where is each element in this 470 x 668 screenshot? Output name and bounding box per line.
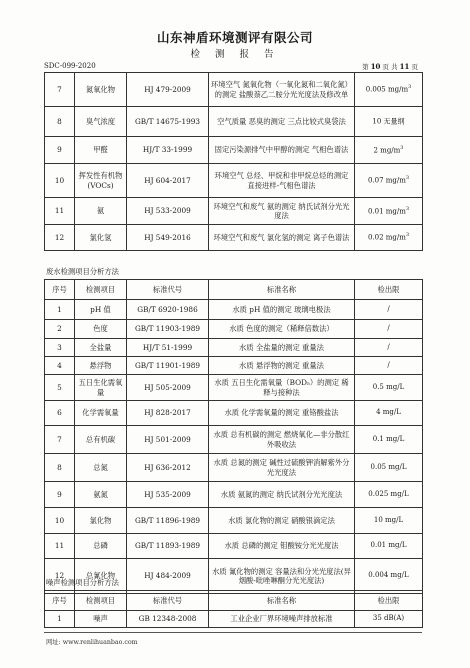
standard-name: 水质 化学需氧量的测定 重铬酸盐法	[209, 401, 355, 426]
standard-code: GB 12348-2008	[127, 611, 209, 628]
detection-limit	[355, 73, 423, 107]
detection-limit	[355, 137, 423, 164]
test-item: 色度	[75, 320, 127, 339]
standard-code: GB/T 11896-1989	[127, 508, 209, 534]
row-number: 2	[45, 320, 75, 339]
standard-code: HJ 636-2012	[127, 454, 209, 482]
row-number: 10	[45, 164, 75, 198]
test-item: 五日生化需氧量	[75, 375, 127, 401]
air-table-body	[45, 73, 423, 251]
page-suffix: 页	[411, 63, 418, 71]
wastewater-section-title: 废水检测项目分析方法	[46, 267, 119, 276]
detection-limit: 0.5 mg/L	[355, 375, 423, 401]
standard-name: 水质 总有机碳的测定 燃烧氧化—非分散红外吸收法	[209, 426, 355, 454]
table-row	[45, 107, 423, 137]
standard-code: HJ 505-2009	[127, 375, 209, 401]
table-row	[45, 137, 423, 164]
standard-code: HJ 604-2017	[127, 164, 209, 198]
table-row	[45, 454, 423, 482]
row-number: 1	[45, 300, 75, 320]
standard-name: 环境空气 总烃、甲烷和非甲烷总烃的测定 直接进样-气相色谱法	[209, 164, 355, 198]
standard-code: HJ 501-2009	[127, 426, 209, 454]
standard-code: GB/T 14675-1993	[127, 107, 209, 137]
table-row	[45, 198, 423, 225]
standard-name: 环境空气 氮氧化物（一氧化氮和二氧化氮）的测定 盐酸萘乙二胺分光光度法及修改单	[209, 73, 355, 107]
standard-name: 环境空气和废气 氨的测定 纳氏试剂分光光度法	[209, 198, 355, 225]
limit-unit-exponent: 3	[405, 205, 410, 212]
standard-name: 空气质量 恶臭的测定 三点比较式臭袋法	[209, 107, 355, 137]
test-item: 挥发性有机物(VOCs)	[75, 164, 127, 198]
row-number: 1	[45, 611, 75, 628]
test-item: 氯化物	[75, 508, 127, 534]
limit-value: 10 无量纲	[372, 117, 405, 126]
detection-limit	[355, 225, 423, 251]
standard-name: 水质 氰化物的测定 容量法和分光光度法(异烟酸-吡唑啉酮分光光度法)	[209, 559, 355, 594]
detection-limit: /	[355, 339, 423, 357]
noise-section-title: 噪声检测项目分析方法	[46, 578, 119, 587]
page-total: 11	[399, 62, 410, 71]
table-row	[45, 357, 423, 375]
standard-code: HJ 535-2009	[127, 482, 209, 508]
limit-value: 0.02 mg/m	[367, 233, 406, 242]
col-header-no: 序号	[45, 280, 75, 300]
standard-name: 水质 色度的测定（稀释倍数法）	[209, 320, 355, 339]
standard-name: 工业企业厂界环境噪声排放标准	[209, 611, 355, 628]
standard-name: 水质 全盐量的测定 重量法	[209, 339, 355, 357]
row-number: 12	[45, 225, 75, 251]
col-header-code: 标准代号	[127, 591, 209, 611]
page-mid: 页 共	[382, 63, 398, 71]
standard-code: HJ 484-2009	[127, 559, 209, 594]
standard-code: HJ 828-2017	[127, 401, 209, 426]
table-row	[45, 320, 423, 339]
footer-website: 网址: www.renlihuanbao.com	[46, 639, 138, 646]
detection-limit: 0.05 mg/L	[355, 454, 423, 482]
air-method-table	[44, 72, 423, 251]
test-item: 化学需氧量	[75, 401, 127, 426]
limit-unit-exponent: 3	[408, 84, 412, 91]
test-item: 总有机碳	[75, 426, 127, 454]
detection-limit: 0.01 mg/L	[355, 534, 423, 559]
limit-value: 0.07 mg/m	[367, 176, 406, 185]
wastewater-header-row	[45, 280, 423, 300]
detection-limit: /	[355, 320, 423, 339]
limit-value: 0.01 mg/m	[367, 207, 406, 216]
detection-limit: 35 dB(A)	[355, 611, 423, 628]
table-row	[45, 164, 423, 198]
test-item: 臭气浓度	[75, 107, 127, 137]
detection-limit: 10 mg/L	[355, 508, 423, 534]
limit-unit-exponent: 3	[405, 232, 410, 239]
row-number: 8	[45, 107, 75, 137]
report-title: 检 测 报 告	[190, 49, 280, 60]
table-row	[45, 508, 423, 534]
table-row	[45, 534, 423, 559]
row-number: 3	[45, 339, 75, 357]
standard-code: GB/T 11903-1989	[127, 320, 209, 339]
test-item: pH 值	[75, 300, 127, 320]
test-item: 悬浮物	[75, 357, 127, 375]
table-row	[45, 401, 423, 426]
col-header-code: 标准代号	[127, 280, 209, 300]
test-item: 氮氧化物	[75, 73, 127, 107]
limit-unit-exponent: 3	[400, 144, 404, 151]
col-header-method: 标准名称	[209, 280, 355, 300]
detection-limit	[355, 107, 423, 137]
col-header-item: 检测项目	[75, 280, 127, 300]
standard-name: 水质 总氮的测定 碱性过硫酸钾消解紫外分光光度法	[209, 454, 355, 482]
test-item: 总磷	[75, 534, 127, 559]
detection-limit	[355, 198, 423, 225]
detection-limit: /	[355, 357, 423, 375]
test-item: 全盐量	[75, 339, 127, 357]
standard-name: 水质 pH 值的测定 玻璃电极法	[209, 300, 355, 320]
standard-code: GB/T 11901-1989	[127, 357, 209, 375]
test-item: 氨	[75, 198, 127, 225]
noise-table-body	[45, 611, 423, 628]
wastewater-table-body	[45, 300, 423, 594]
row-number: 8	[45, 454, 75, 482]
detection-limit: 4 mg/L	[355, 401, 423, 426]
table-row	[45, 300, 423, 320]
standard-code: HJ/T 33-1999	[127, 137, 209, 164]
table-row	[45, 559, 423, 594]
detection-limit	[355, 164, 423, 198]
row-number: 5	[45, 375, 75, 401]
standard-code: GB/T 6920-1986	[127, 300, 209, 320]
standard-name: 水质 氨氮的测定 纳氏试剂分光光度法	[209, 482, 355, 508]
standard-name: 水质 悬浮物的测定 重量法	[209, 357, 355, 375]
table-row	[45, 426, 423, 454]
detection-limit: 0.1 mg/L	[355, 426, 423, 454]
standard-code: GB/T 11893-1989	[127, 534, 209, 559]
test-item: 总氮	[75, 454, 127, 482]
table-row	[45, 339, 423, 357]
standard-name: 环境空气和废气 氯化氢的测定 离子色谱法	[209, 225, 355, 251]
row-number: 9	[45, 482, 75, 508]
detection-limit: 0.025 mg/L	[355, 482, 423, 508]
col-header-limit: 检出限	[355, 280, 423, 300]
row-number: 11	[45, 534, 75, 559]
standard-code: HJ 549-2016	[127, 225, 209, 251]
table-row	[45, 225, 423, 251]
test-item: 噪声	[75, 611, 127, 628]
standard-code: HJ/T 51-1999	[127, 339, 209, 357]
row-number: 7	[45, 426, 75, 454]
document-number: SDC-099-2020	[44, 62, 96, 70]
footer-rule	[44, 632, 422, 633]
detection-limit: 0.004 mg/L	[355, 559, 423, 594]
row-number: 9	[45, 137, 75, 164]
standard-name: 固定污染源排气中甲醇的测定 气相色谱法	[209, 137, 355, 164]
row-number: 7	[45, 73, 75, 107]
col-header-item: 检测项目	[75, 591, 127, 611]
row-number: 10	[45, 508, 75, 534]
wastewater-method-table	[44, 279, 423, 594]
test-item: 甲醛	[75, 137, 127, 164]
limit-value: 0.005 mg/m	[365, 85, 409, 94]
table-row	[45, 375, 423, 401]
limit-unit-exponent: 3	[405, 175, 410, 182]
page-prefix: 第	[362, 63, 369, 71]
row-number: 12	[45, 559, 75, 594]
col-header-method: 标准名称	[209, 591, 355, 611]
table-row	[45, 482, 423, 508]
row-number: 6	[45, 401, 75, 426]
page-indicator	[362, 62, 418, 71]
standard-name: 水质 氯化物的测定 硝酸银滴定法	[209, 508, 355, 534]
test-item: 氯化氢	[75, 225, 127, 251]
standard-name: 水质 总磷的测定 钼酸铵分光光度法	[209, 534, 355, 559]
table-row	[45, 73, 423, 107]
row-number: 4	[45, 357, 75, 375]
col-header-limit: 检出限	[355, 591, 423, 611]
detection-limit: /	[355, 300, 423, 320]
noise-header-row	[45, 591, 423, 611]
noise-method-table	[44, 590, 423, 628]
page-number: 10	[370, 62, 381, 71]
table-row	[45, 611, 423, 628]
test-item: 氨氮	[75, 482, 127, 508]
standard-code: HJ 479-2009	[127, 73, 209, 107]
standard-code: HJ 533-2009	[127, 198, 209, 225]
standard-name: 水质 五日生化需氧量（BOD₅）的测定 稀释与接种法	[209, 375, 355, 401]
col-header-no: 序号	[45, 591, 75, 611]
limit-value: 2 mg/m	[373, 146, 401, 155]
row-number: 11	[45, 198, 75, 225]
company-name: 山东神盾环境测评有限公司	[156, 30, 313, 45]
test-item: 总氰化物	[75, 559, 127, 594]
